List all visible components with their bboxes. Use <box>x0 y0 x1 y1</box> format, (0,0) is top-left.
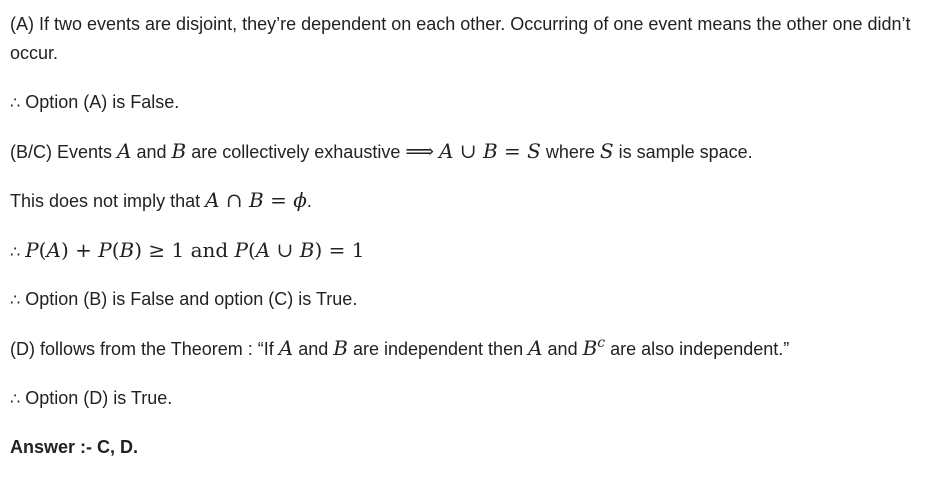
math-var-a: A <box>278 336 294 360</box>
equals-symbol: ) = 1 <box>314 238 365 262</box>
option-a-result <box>10 88 928 117</box>
paren: ( <box>248 238 256 262</box>
therefore-icon: ∴ <box>10 290 21 309</box>
not-imply-prefix: This does not imply that <box>10 191 206 211</box>
therefore-icon: ∴ <box>10 389 21 408</box>
phi-symbol: ϕ <box>293 188 307 212</box>
complement-superscript: c <box>597 335 606 351</box>
math-var-a: A <box>117 139 132 163</box>
math-var-b: B <box>299 238 315 262</box>
option-d-result-text: Option (D) is True. <box>20 388 173 408</box>
implies-symbol: ⟹ <box>405 139 435 163</box>
option-bc-mid: are collectively exhaustive <box>186 142 406 162</box>
union-symbol: ∪ <box>270 238 300 262</box>
period: . <box>306 191 312 211</box>
equals-symbol: = <box>497 139 528 163</box>
option-bc-result <box>10 285 928 314</box>
math-var-a: A <box>255 238 271 262</box>
math-var-b: B <box>119 238 135 262</box>
option-d-result <box>10 384 928 413</box>
math-var-b: B <box>482 139 498 163</box>
paren: ( <box>111 238 120 262</box>
math-var-s: S <box>527 139 541 163</box>
paren: ( <box>38 238 47 262</box>
math-var-a: A <box>528 336 543 360</box>
therefore-icon: ∴ <box>10 93 21 112</box>
intersect-symbol: ∩ <box>219 188 250 212</box>
math-p: P <box>234 238 248 262</box>
math-var-b: B <box>333 336 348 360</box>
math-var-b: B <box>249 188 264 212</box>
option-bc-result-text: Option (B) is False and option (C) is True. <box>20 289 358 309</box>
math-var-b: B <box>582 336 598 360</box>
geq-symbol: ) ≥ 1 <box>134 238 191 262</box>
option-d-prefix: (D) follows from the Theorem : “If <box>10 339 279 359</box>
option-d-mid: are independent then <box>347 339 529 359</box>
math-var-s: S <box>599 139 614 163</box>
math-p: P <box>98 238 112 262</box>
math-var-a: A <box>205 188 220 212</box>
option-bc-paragraph <box>10 137 928 167</box>
option-d-paragraph <box>10 334 928 364</box>
and-word: and <box>542 339 583 359</box>
option-bc-suffix: is sample space. <box>613 142 753 162</box>
not-imply-paragraph <box>10 186 928 216</box>
option-d-suffix: are also independent.” <box>605 339 790 359</box>
and-word: and <box>293 339 334 359</box>
option-bc-prefix: (B/C) Events <box>10 142 118 162</box>
therefore-icon: ∴ <box>10 242 21 261</box>
solution-content <box>10 10 928 462</box>
where-text: where <box>540 142 600 162</box>
plus-symbol: ) + <box>60 238 99 262</box>
math-var-a: A <box>46 238 61 262</box>
math-p: P <box>25 238 39 262</box>
union-symbol: ∪ <box>453 139 483 163</box>
and-word: and <box>190 238 229 262</box>
and-word: and <box>131 142 172 162</box>
option-a-result-text: Option (A) is False. <box>20 92 180 112</box>
probability-line <box>10 236 928 266</box>
equals-symbol: = <box>263 188 294 212</box>
answer-line: Answer :- C, D. <box>10 437 139 457</box>
math-var-a: A <box>439 139 454 163</box>
math-var-b: B <box>171 139 187 163</box>
option-a-paragraph: (A) If two events are disjoint, they’re dependent on each other. Occurring of one event means the other one didn’t occur. <box>10 14 911 63</box>
